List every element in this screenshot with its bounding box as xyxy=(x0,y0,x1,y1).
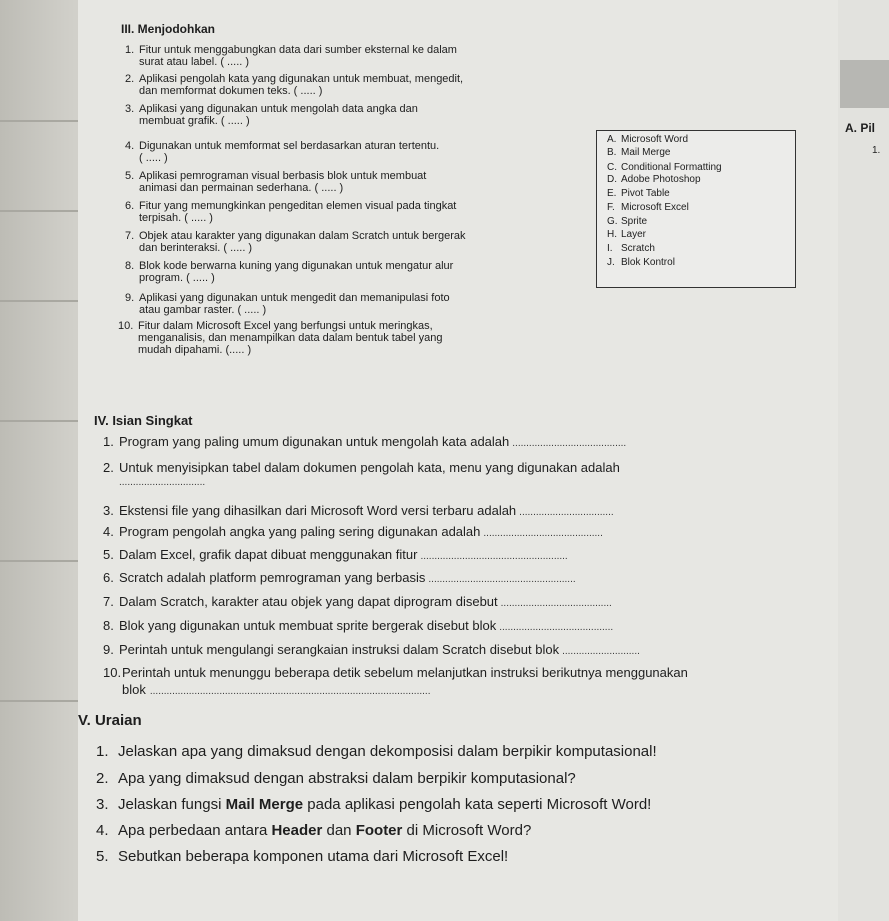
answer-options-box xyxy=(596,130,796,288)
question-number: 5. xyxy=(103,547,114,562)
answer-blank: ........................................... xyxy=(483,528,603,539)
question-line: Fitur yang memungkinkan pengeditan elemen visual pada tingkat xyxy=(139,200,457,212)
question-line: menganalisis, dan menampilkan data dalam bentuk tabel yang xyxy=(138,332,443,344)
question-number: 7. xyxy=(103,594,114,609)
question-text xyxy=(139,260,453,284)
matching-question xyxy=(125,44,595,68)
option-key: F. xyxy=(607,202,615,213)
option-key: H. xyxy=(607,229,617,240)
matching-question xyxy=(125,292,595,316)
short-answer-question xyxy=(103,570,833,585)
option-text: Pivot Table xyxy=(621,188,670,199)
question-line: ( ..... ) xyxy=(139,152,168,164)
question-number: 5. xyxy=(125,170,135,182)
option-item xyxy=(607,162,722,173)
question-text: Jelaskan apa yang dimaksud dengan dekomposisi dalam berpikir komputasional! xyxy=(118,743,657,760)
question-line: mudah dipahami. (..... ) xyxy=(138,344,252,356)
option-text: Microsoft Word xyxy=(621,134,689,145)
section-5-title: V. Uraian xyxy=(78,712,142,729)
question-line: animasi dan permainan sederhana. ( ..... ) xyxy=(139,182,344,194)
question-number: 1. xyxy=(96,743,109,760)
adjacent-page-heading: A. Pil xyxy=(845,121,876,135)
option-text: Mail Merge xyxy=(621,147,671,158)
question-text: Untuk menyisipkan tabel dalam dokumen pengolah kata, menu yang digunakan adalah xyxy=(119,460,620,475)
question-number: 8. xyxy=(125,260,135,272)
question-text: Ekstensi file yang dihasilkan dari Microsoft Word versi terbaru adalah xyxy=(119,503,517,518)
section-3-title: III. Menjodohkan xyxy=(121,22,216,36)
question-number: 2. xyxy=(125,73,135,85)
question-number: 4. xyxy=(125,140,135,152)
question-text xyxy=(139,140,439,164)
option-key: I. xyxy=(607,243,613,254)
short-answer-question xyxy=(103,434,833,449)
option-text: Microsoft Excel xyxy=(621,202,689,213)
essay-question xyxy=(96,796,651,813)
option-key: G. xyxy=(607,216,618,227)
question-text: Program pengolah angka yang paling sering digunakan adalah xyxy=(119,524,481,539)
question-text: Program yang paling umum digunakan untuk mengolah kata adalah xyxy=(119,434,510,449)
question-text: Blok yang digunakan untuk membuat sprite bergerak disebut blok xyxy=(119,618,497,633)
option-key: D. xyxy=(607,174,617,185)
matching-question xyxy=(125,260,595,284)
question-text: Dalam Excel, grafik dapat dibuat menggunakan fitur xyxy=(119,547,418,562)
question-number: 4. xyxy=(103,524,114,539)
question-text xyxy=(139,73,463,97)
question-number: 7. xyxy=(125,230,135,242)
question-line: Aplikasi pengolah kata yang digunakan untuk membuat, mengedit, xyxy=(139,73,464,85)
essay-question xyxy=(96,848,508,865)
question-line: Fitur dalam Microsoft Excel yang berfungsi untuk meringkas, xyxy=(138,320,433,332)
short-answer-question xyxy=(103,460,833,488)
matching-question xyxy=(125,170,595,194)
answer-blank: ..................................................... xyxy=(428,574,576,585)
option-item xyxy=(607,229,646,240)
question-number: 3. xyxy=(103,503,114,518)
short-answer-question xyxy=(103,642,833,657)
option-key: C. xyxy=(607,162,617,173)
option-text: Conditional Formatting xyxy=(621,162,722,173)
option-text: Sprite xyxy=(621,216,648,227)
question-number: 9. xyxy=(103,642,114,657)
option-item xyxy=(607,174,701,185)
adjacent-page-edge xyxy=(838,0,889,921)
question-text: di Microsoft Word? xyxy=(402,822,532,839)
question-text xyxy=(139,292,450,316)
question-text xyxy=(139,103,418,127)
question-line: atau gambar raster. ( ..... ) xyxy=(139,304,267,316)
question-number: 10. xyxy=(103,665,122,680)
question-line xyxy=(122,682,833,697)
matching-question xyxy=(125,103,595,127)
answer-blank: ......................................... xyxy=(512,438,627,449)
answer-blank: ..................................................................................................... xyxy=(149,686,431,697)
question-line: Aplikasi pemrograman visual berbasis blok untuk membuat xyxy=(139,170,427,182)
question-line: Digunakan untuk memformat sel berdasarkan aturan tertentu. xyxy=(139,140,440,152)
option-key: B. xyxy=(607,147,617,158)
option-item xyxy=(607,134,688,145)
question-text: Perintah untuk mengulangi serangkaian instruksi dalam Scratch disebut blok xyxy=(119,642,560,657)
question-line: surat atau label. ( ..... ) xyxy=(139,56,250,68)
option-text: Scratch xyxy=(621,243,655,254)
option-key: E. xyxy=(607,188,617,199)
question-number: 3. xyxy=(96,796,109,813)
matching-question xyxy=(125,230,595,254)
question-line: membuat grafik. ( ..... ) xyxy=(139,115,250,127)
short-answer-question xyxy=(103,665,833,697)
question-text: Jelaskan fungsi xyxy=(118,796,226,813)
short-answer-question xyxy=(103,547,833,562)
question-bold-term: Mail Merge xyxy=(225,796,304,813)
option-item xyxy=(607,188,670,199)
option-item xyxy=(607,243,655,254)
question-number: 3. xyxy=(125,103,135,115)
question-text xyxy=(139,200,456,224)
answer-blank: ..................................................... xyxy=(420,551,568,562)
option-item xyxy=(607,216,647,227)
question-text: Apa yang dimaksud dengan abstraksi dalam berpikir komputasional? xyxy=(118,770,576,787)
question-text: dan xyxy=(322,822,356,839)
short-answer-question xyxy=(103,618,833,633)
section-4-title: IV. Isian Singkat xyxy=(94,413,193,428)
short-answer-question xyxy=(103,503,833,518)
essay-question xyxy=(96,743,657,760)
option-item xyxy=(607,147,670,158)
option-text: Blok Kontrol xyxy=(621,257,675,268)
option-key: J. xyxy=(607,257,615,268)
question-text: pada aplikasi pengolah kata seperti Microsoft Word! xyxy=(303,796,652,813)
question-text xyxy=(139,44,457,68)
answer-blank: ............................... xyxy=(119,477,206,488)
question-number: 9. xyxy=(125,292,135,304)
question-number: 1. xyxy=(103,434,114,449)
question-number: 5. xyxy=(96,848,109,865)
option-item xyxy=(607,202,689,213)
question-line: dan berinteraksi. ( ..... ) xyxy=(139,242,253,254)
question-line: dan memformat dokumen teks. ( ..... ) xyxy=(139,85,323,97)
question-text: Dalam Scratch, karakter atau objek yang dapat diprogram disebut xyxy=(119,594,498,609)
short-answer-question xyxy=(103,524,833,539)
question-number: 6. xyxy=(103,570,114,585)
question-line: terpisah. ( ..... ) xyxy=(139,212,213,224)
adjacent-page-number: 1. xyxy=(872,145,881,156)
answer-blank: .................................. xyxy=(519,507,614,518)
essay-question xyxy=(96,822,531,839)
question-text xyxy=(138,320,443,356)
matching-question xyxy=(125,140,595,164)
matching-question xyxy=(125,73,595,97)
question-number: 10. xyxy=(118,320,134,332)
answer-blank: ........................................ xyxy=(500,598,612,609)
option-text: Adobe Photoshop xyxy=(621,174,701,185)
question-text: blok xyxy=(122,682,146,697)
question-text: Scratch adalah platform pemrograman yang berbasis xyxy=(119,570,426,585)
question-number: 2. xyxy=(96,770,109,787)
question-text: Apa perbedaan antara xyxy=(118,822,272,839)
question-line: Objek atau karakter yang digunakan dalam Scratch untuk bergerak xyxy=(139,230,466,242)
option-item xyxy=(607,257,675,268)
question-line: Aplikasi yang digunakan untuk mengedit dan memanipulasi foto xyxy=(139,292,450,304)
matching-question xyxy=(118,320,595,356)
adjacent-page-shadow xyxy=(840,60,889,108)
question-number: 4. xyxy=(96,822,109,839)
question-number: 2. xyxy=(103,460,114,475)
question-number: 8. xyxy=(103,618,114,633)
question-line: Fitur untuk menggabungkan data dari sumber eksternal ke dalam xyxy=(139,44,457,56)
question-text xyxy=(139,230,466,254)
question-line: Aplikasi yang digunakan untuk mengolah data angka dan xyxy=(139,103,418,115)
question-number: 1. xyxy=(125,44,135,56)
option-text: Layer xyxy=(621,229,647,240)
question-bold-term: Header xyxy=(271,822,323,839)
answer-blank: ......................................... xyxy=(499,622,614,633)
question-bold-term: Footer xyxy=(355,822,403,839)
question-number: 6. xyxy=(125,200,135,212)
option-key: A. xyxy=(607,134,617,145)
essay-question xyxy=(96,770,576,787)
short-answer-question xyxy=(103,594,833,609)
question-line: program. ( ..... ) xyxy=(139,272,215,284)
matching-question xyxy=(125,200,595,224)
question-text xyxy=(139,170,426,194)
question-text: Sebutkan beberapa komponen utama dari Microsoft Excel! xyxy=(118,848,509,865)
answer-blank: ............................ xyxy=(562,646,640,657)
question-line: Blok kode berwarna kuning yang digunakan untuk mengatur alur xyxy=(139,260,454,272)
question-text: Perintah untuk menunggu beberapa detik sebelum melanjutkan instruksi berikutnya menggunakan xyxy=(122,665,688,680)
